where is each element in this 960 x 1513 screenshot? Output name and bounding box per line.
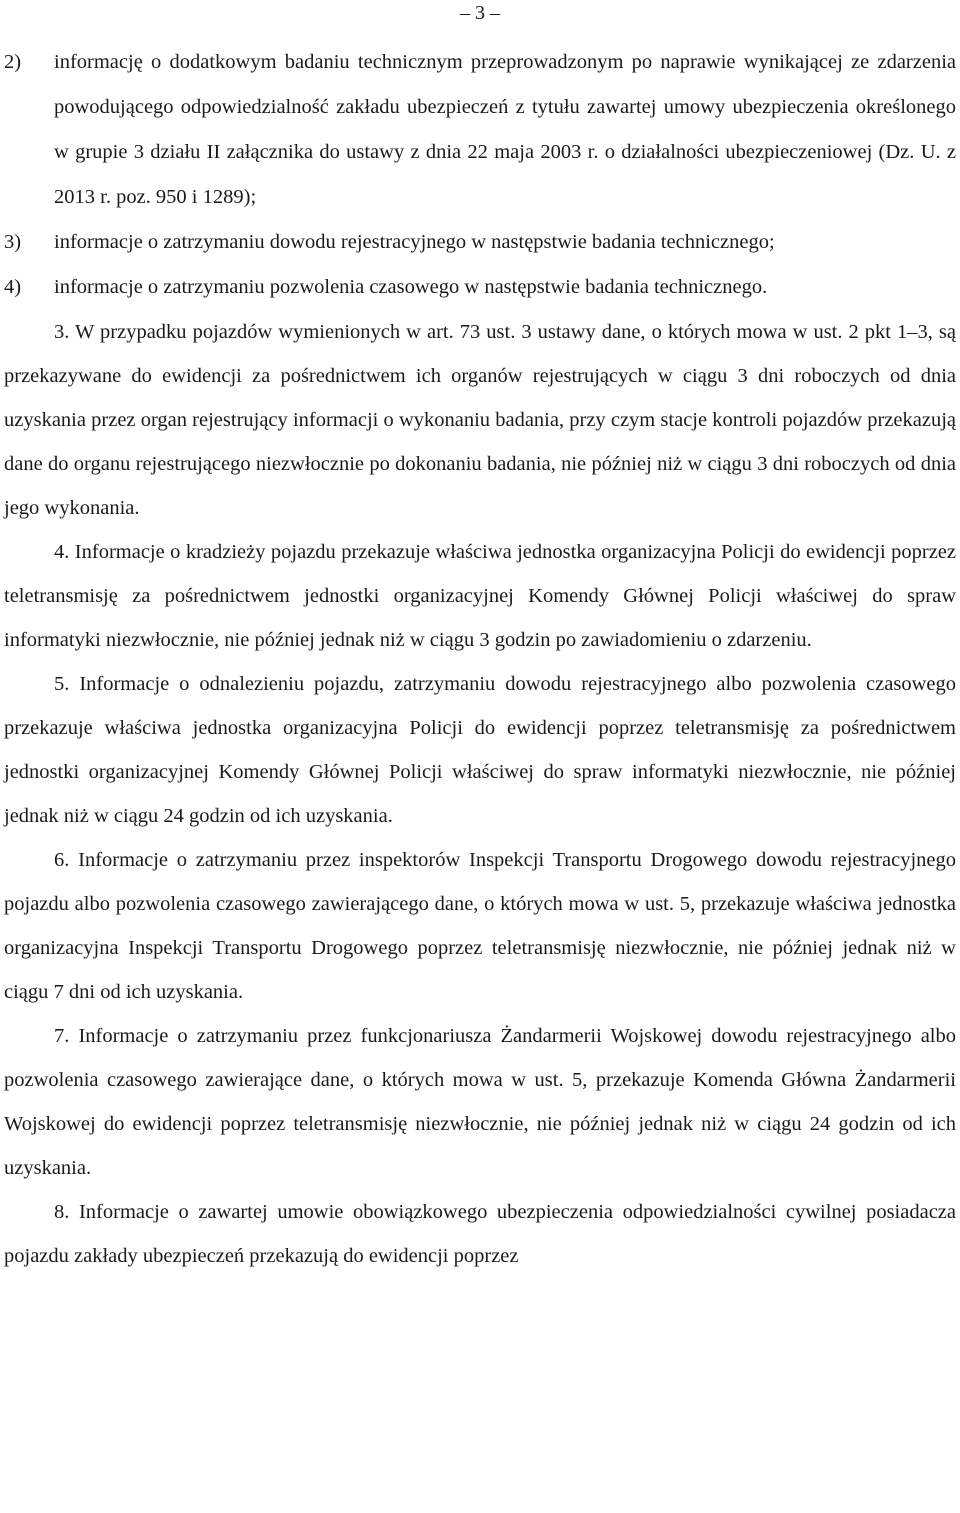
paragraph-5: 5. Informacje o odnalezieniu pojazdu, zatrzymaniu dowodu rejestracyjnego albo pozwolenia czasowego przekazuje właściwa jednostka organizacyjna Policji do ewidencji poprzez teletransmisję za pośrednictwem jednostki organizacyjnej Komendy Głównej Policji właściwej do spraw informatyki niezwłocznie, nie później jednak niż w ciągu 24 godzin od ich uzyskania. — [4, 673, 956, 827]
paragraph-6: 6. Informacje o zatrzymaniu przez inspektorów Inspekcji Transportu Drogowego dowodu rejestracyjnego pojazdu albo pozwolenia czasowego zawierającego dane, o których mowa w ust. 5, przekazuje właściwa jednostka organizacyjna Inspekcji Transportu Drogowego poprzez teletransmisję niezwłocznie, nie później jednak niż w ciągu 7 dni od ich uzyskania. — [4, 849, 956, 1003]
paragraph-7: 7. Informacje o zatrzymaniu przez funkcjonariusza Żandarmerii Wojskowej dowodu rejestracyjnego albo pozwolenia czasowego zawierające dane, o których mowa w ust. 5, przekazuje Komenda Główna Żandarmerii Wojskowej do ewidencji poprzez teletransmisję niezwłocznie, nie później jednak niż w ciągu 24 godzin od ich uzyskania. — [4, 1025, 956, 1179]
list-item-3 — [4, 220, 956, 265]
paragraph-8: 8. Informacje o zawartej umowie obowiązkowego ubezpieczenia odpowiedzialności cywilnej posiadacza pojazdu zakłady ubezpieczeń przekazują do ewidencji poprzez — [4, 1201, 956, 1267]
list-marker: 2) — [4, 51, 22, 73]
list-item-4 — [4, 265, 956, 310]
page-number: – 3 – — [460, 2, 500, 24]
paragraph-3: 3. W przypadku pojazdów wymienionych w art. 73 ust. 3 ustawy dane, o których mowa w ust. 2 pkt 1–3, są przekazywane do ewidencji za pośrednictwem ich organów rejestrujących w ciągu 3 dni roboczych od dnia uzyskania przez organ rejestrujący informacji o wykonaniu badania, przy czym stacje kontroli pojazdów przekazują dane do organu rejestrującego niezwłocznie po dokonaniu badania, nie później niż w ciągu 3 dni roboczych od dnia jego wykonania. — [4, 321, 956, 519]
paragraph-4: 4. Informacje o kradzieży pojazdu przekazuje właściwa jednostka organizacyjna Policji do ewidencji poprzez teletransmisję za pośrednictwem jednostki organizacyjnej Komendy Głównej Policji właściwej do spraw informatyki niezwłocznie, nie później jednak niż w ciągu 3 godzin po zawiadomieniu o zdarzeniu. — [4, 541, 956, 651]
list-text: informacje o zatrzymaniu dowodu rejestracyjnego w następstwie badania technicznego; — [54, 231, 775, 253]
list-text: informację o dodatkowym badaniu technicznym przeprowadzonym po naprawie wynikającej ze zdarzenia powodującego odpowiedzialność zakładu ubezpieczeń z tytułu zawartej umowy ubezpieczenia określonego w grupie 3 działu II załącznika do ustawy z dnia 22 maja 2003 r. o działalności ubezpieczeniowej (Dz. U. z 2013 r. poz. 950 i 1289); — [54, 51, 956, 208]
list-item-2 — [4, 40, 956, 220]
list-marker: 4) — [4, 276, 22, 298]
list-text: informacje o zatrzymaniu pozwolenia czasowego w następstwie badania technicznego. — [54, 276, 768, 298]
list-marker: 3) — [4, 231, 22, 253]
